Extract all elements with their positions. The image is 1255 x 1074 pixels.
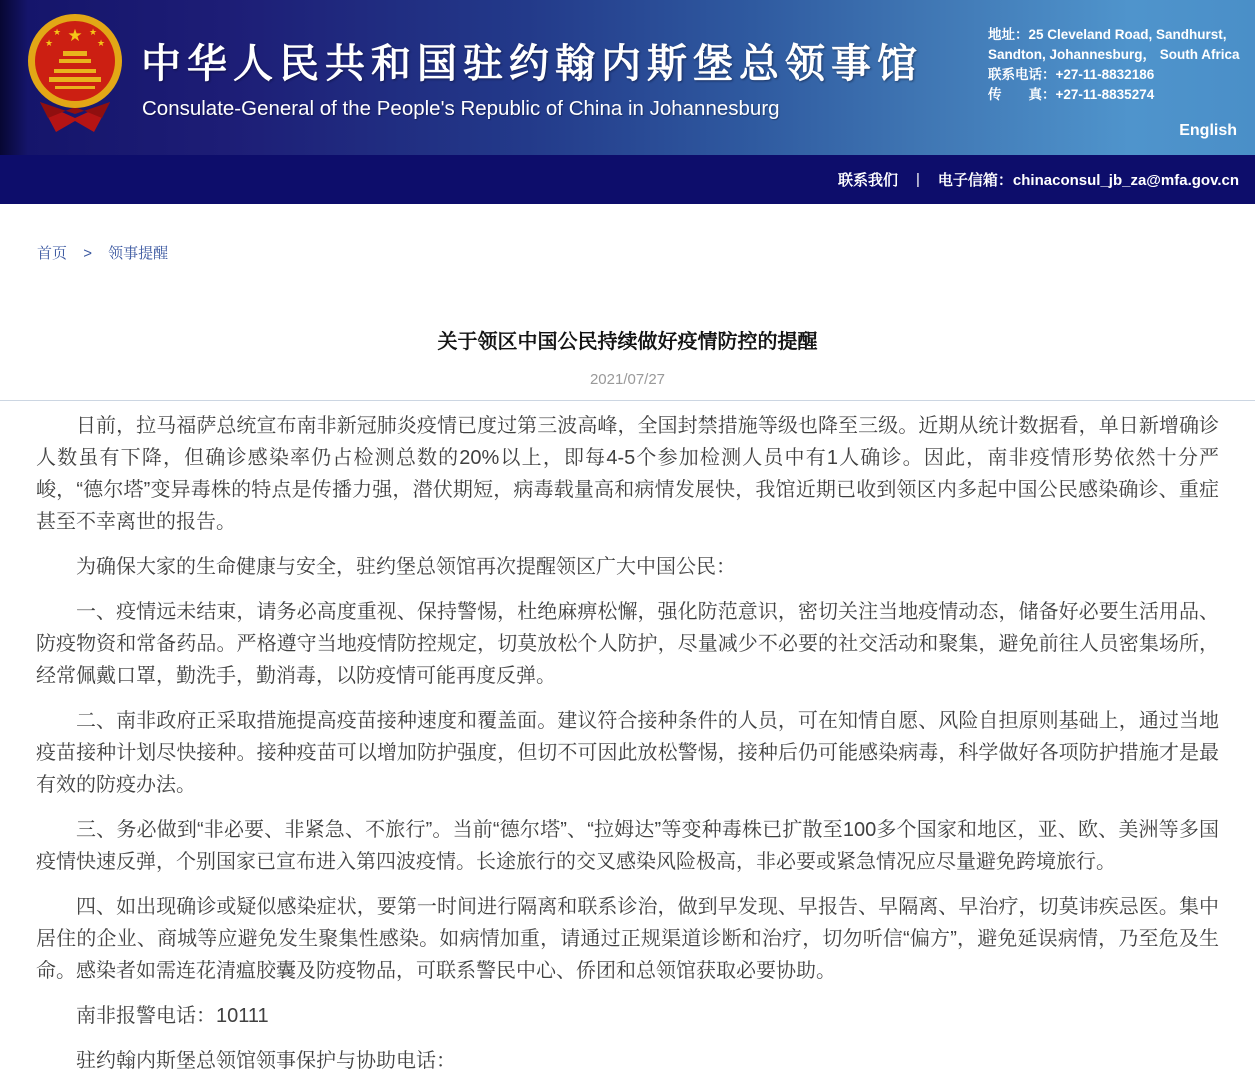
article-paragraph: 三、务必做到“非必要、非紧急、不旅行”。当前“德尔塔”、“拉姆达”等变种毒株已扩散至100多个国家和地区，亚、欧、美洲等多国疫情快速反弹，个别国家已宣布进入第四波疫情。长途旅行的交叉感染风险极高，非必要或紧急情况应尽量避免跨境旅行。 [36, 819, 1219, 873]
top-navbar [0, 155, 1255, 204]
header-address: 地址：25 Cleveland Road, Sandhurst, Sandton, Johannesburg， South Africa [988, 27, 1240, 62]
header-fax: 传 真：+27-11-8835274 [988, 87, 1155, 102]
article-paragraph-clipped: 驻约翰内斯堡总领馆领事保护与协助电话： [76, 1050, 456, 1072]
article-paragraph: 日前，拉马福萨总统宣布南非新冠肺炎疫情已度过第三波高峰，全国封禁措施等级也降至三级。近期从统计数据看，单日新增确诊人数虽有下降，但确诊感染率仍占检测总数的20%以上，即每4-5个参加检测人员中有1人确诊。因此，南非疫情形势依然十分严峻，“德尔塔”变异毒株的特点是传播力强，潜伏期短，病毒载量高和病情发展快，我馆近期已收到领区内多起中国公民感染确诊、重症甚至不幸离世的报告。 [36, 415, 1219, 533]
article-date: 2021/07/27 [589, 371, 666, 388]
article-paragraph: 为确保大家的生命健康与安全，驻约堡总领馆再次提醒领区广大中国公民： [76, 556, 736, 578]
article-paragraph: 南非报警电话：10111 [76, 1005, 269, 1027]
article-paragraph: 四、如出现确诊或疑似感染症状，要第一时间进行隔离和联系诊治，做到早发现、早报告、早隔离、早治疗，切莫讳疾忌医。集中居住的企业、商城等应避免发生聚集性感染。如病情加重，请通过正规渠道诊断和治疗，切勿听信“偏方”，避免延误病情，乃至危及生命。感染者如需连花清瘟胶囊及防疫物品，可联系警民中心、侨团和总领馆获取必要协助。 [36, 896, 1219, 982]
svg-text:★: ★ [44, 39, 54, 49]
breadcrumb [37, 242, 1255, 263]
svg-text:★: ★ [52, 28, 62, 38]
article-paragraph: 二、南非政府正采取措施提高疫苗接种速度和覆盖面。建议符合接种条件的人员，可在知情自愿、风险自担原则基础上，通过当地疫苗接种计划尽快接种。接种疫苗可以增加防护强度，但切不可因此放松警惕，接种后仍可能感染病毒，科学做好各项防护措施才是最有效的防疫办法。 [36, 710, 1219, 796]
breadcrumb-home-link[interactable]: 首页 [37, 245, 68, 262]
title-divider [0, 400, 1255, 401]
article-body [0, 410, 1255, 1032]
email-link[interactable]: 电子信箱：chinaconsul_jb_za@mfa.gov.cn [937, 172, 1239, 189]
site-header [0, 0, 1255, 155]
breadcrumb-separator: > [83, 245, 92, 262]
article-paragraph: 一、疫情远未结束，请务必高度重视、保持警惕，杜绝麻痹松懈，强化防范意识，密切关注当地疫情动态，储备好必要生活用品、防疫物资和常备药品。严格遵守当地疫情防控规定，切莫放松个人防护，尽量减少不必要的社交活动和聚集，避免前往人员密集场所，经常佩戴口罩，勤洗手，勤消毒，以防疫情可能再度反弹。 [36, 601, 1219, 687]
breadcrumb-current-link[interactable]: 领事提醒 [108, 245, 169, 262]
article-body-clipped [0, 1045, 1255, 1074]
contact-us-link[interactable]: 联系我们 [838, 172, 899, 189]
english-language-link[interactable]: English [1179, 122, 1237, 139]
svg-text:★: ★ [88, 28, 98, 38]
page-title: 关于领区中国公民持续做好疫情防控的提醒 [437, 331, 818, 353]
svg-text:★: ★ [67, 26, 83, 46]
header-phone: 联系电话：+27-11-8832186 [988, 67, 1155, 82]
header-contact-block [988, 25, 1246, 105]
china-national-emblem-icon [28, 8, 122, 153]
svg-text:★: ★ [96, 39, 106, 49]
navbar-separator: | [916, 171, 920, 188]
org-name-en: Consulate-General of the People's Republic of China in Johannesburg [142, 97, 780, 120]
org-name-zh: 中华人民共和国驻约翰内斯堡总领事馆 [141, 41, 923, 87]
